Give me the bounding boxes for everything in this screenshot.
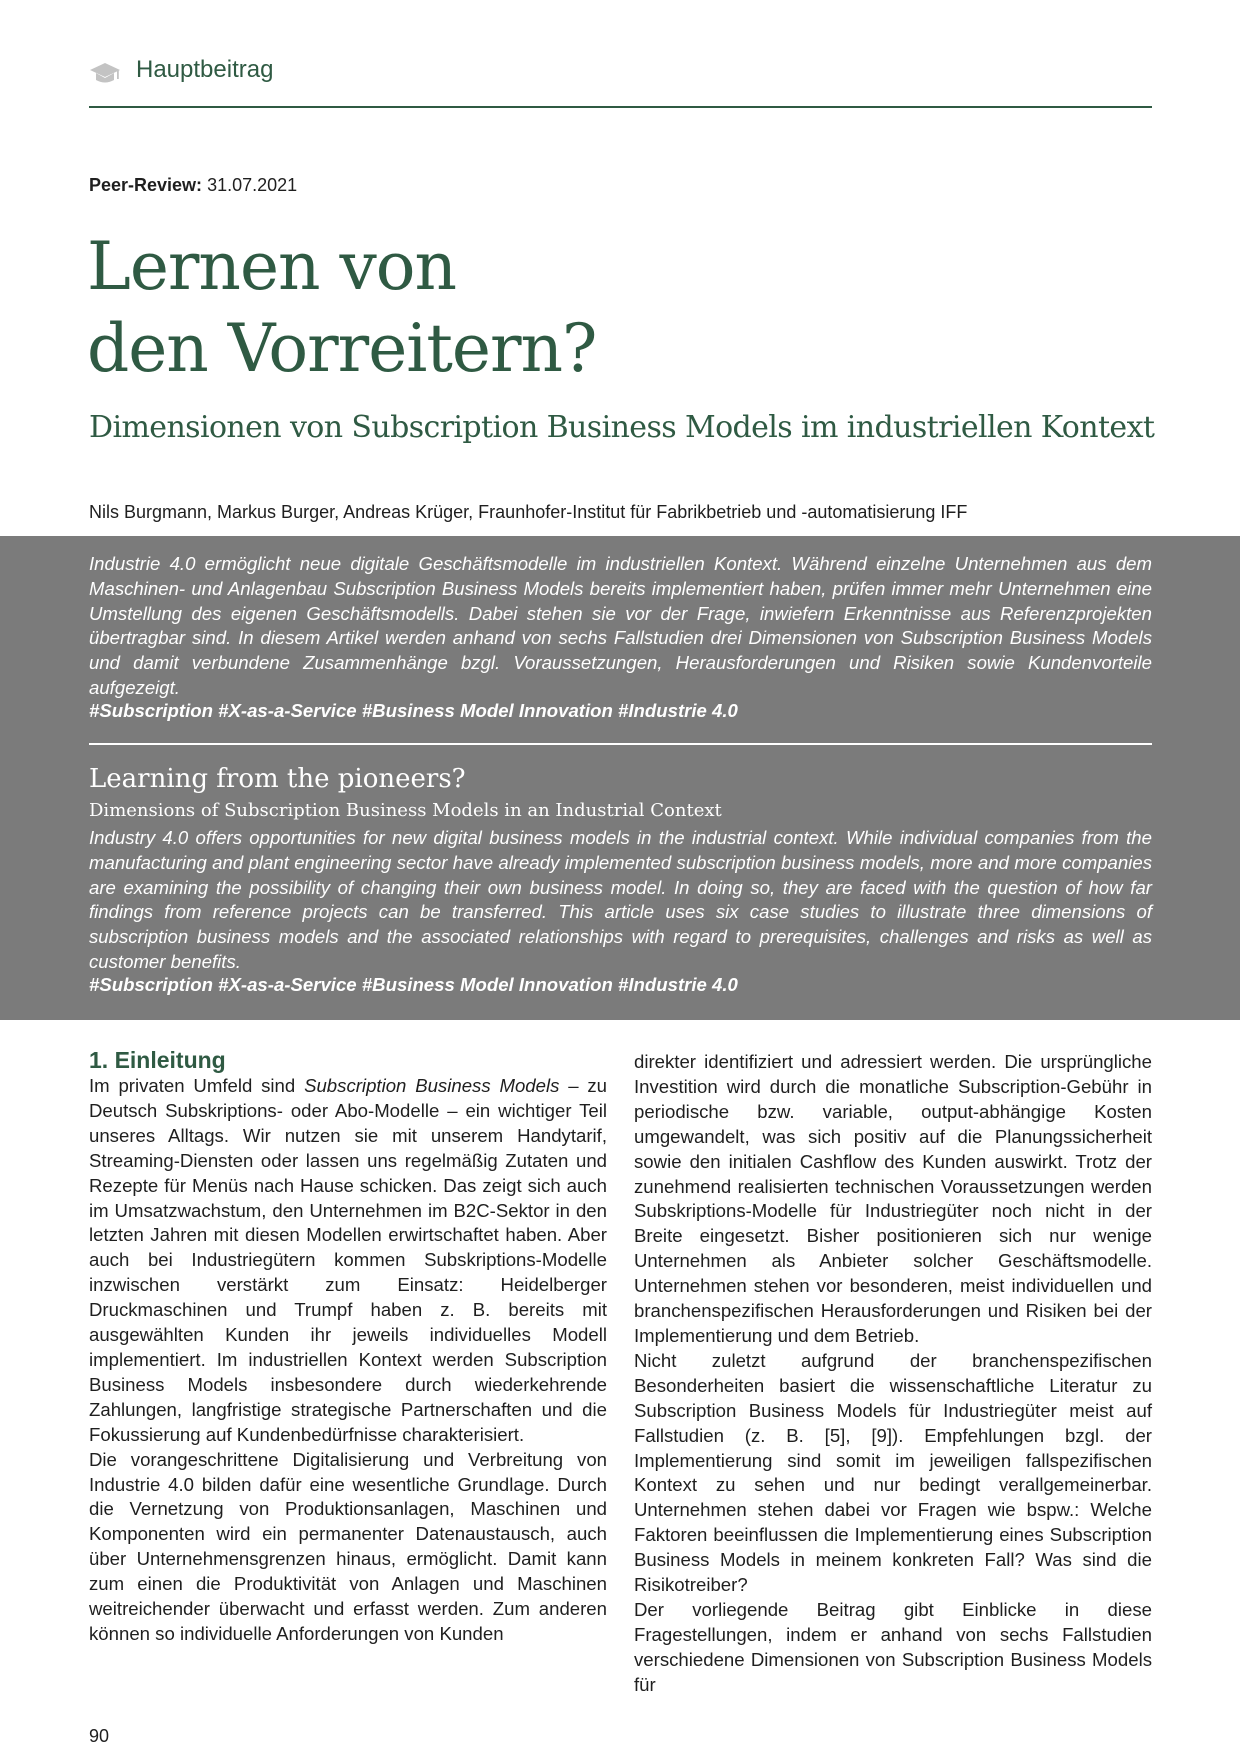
peer-review-date: 31.07.2021 <box>207 175 298 195</box>
title-line-1: Lernen von <box>87 228 457 305</box>
author-line: Nils Burgmann, Markus Burger, Andreas Krüger, Fraunhofer-Institut für Fabrikbetrieb und -automatisierung IFF <box>89 502 968 522</box>
abstract-divider <box>89 743 1152 745</box>
body-column-right <box>634 1050 1152 1698</box>
section-heading: 1. Einleitung <box>89 1047 226 1073</box>
english-subtitle: Dimensions of Subscription Business Models in an Industrial Context <box>89 800 722 821</box>
article-subtitle: Dimensionen von Subscription Business Models im industriellen Kontext <box>89 410 1155 445</box>
abstract-german: Industrie 4.0 ermöglicht neue digitale Geschäftsmodelle im industriellen Kontext. Während einzelne Unternehmen aus dem Maschinen- und Anlagenbau Subscription Business Models bereits implementiert haben, prüfen immer mehr Unternehmen eine Umstellung des eigenen Geschäftsmodells. Dabei stehen sie vor der Frage, inwiefern Erkenntnisse aus Referenzprojekten übertragbar sind. In diesem Artikel werden anhand von sechs Fallstudien drei Dimensionen von Subscription Business Models und damit verbundene Zusammenhänge bzgl. Voraussetzungen, Herausforderungen und Risiken sowie Kundenvorteile aufgezeigt. <box>89 553 1152 698</box>
paragraph-1 <box>89 1074 607 1448</box>
paragraph-3: direkter identifiziert und adressiert werden. Die ursprüngliche Investition wird durch die monatliche Subscription-Gebühr in periodische bzw. variable, output-abhängige Kosten umgewandelt, was sich positiv auf die Planungssicherheit sowie den initialen Cashflow des Kunden auswirkt. Trotz der zunehmend realisierten technischen Voraussetzungen werden Subskriptions-Modelle für Industriegüter noch nicht in der Breite eingesetzt. Bisher positionieren sich nur wenige Unternehmen als Anbieter solcher Geschäftsmodelle. Unternehmen stehen vor besonderen, meist individuellen und branchenspezifischen Herausforderungen und Risiken bei der Implementierung und dem Betrieb. <box>634 1051 1152 1346</box>
graduation-cap-icon <box>89 60 121 86</box>
abstract-english: Industry 4.0 offers opportunities for new digital business models in the industrial context. While individual companies from the manufacturing and plant engineering sector have already implemented subscription business models, more and more companies are examining the possibility of changing their own business model. In doing so, they are faced with the question of how far findings from reference projects can be transferred. This article uses six case studies to illustrate three dimensions of subscription business models and the associated relationships with regard to prerequisites, challenges and risks as well as customer benefits. <box>89 827 1152 972</box>
paragraph-1-intro: Im privaten Umfeld sind <box>89 1075 305 1096</box>
peer-review-line <box>89 175 297 196</box>
paragraph-1-text: – zu Deutsch Subskriptions- oder Abo-Modelle – ein wichtiger Teil unseres Alltags. Wir nutzen sie mit unserem Handytarif, Streaming-Diensten oder lassen uns regelmäßig Zutaten und Rezepte für Menüs nach Hause schicken. Das zeigt sich auch im Umsatzwachstum, den Unternehmen im B2C-Sektor in den letzten Jahren mit diesen Modellen erwirtschaftet haben. Aber auch bei Industriegütern kommen Subskriptions-Modelle inzwischen verstärkt zum Einsatz: Heidelberger Druckmaschinen und Trumpf haben z. B. bereits mit ausgewählten Kunden ihr jeweils individuelles Modell implementiert. Im industriellen Kontext werden Subscription Business Models insbesondere durch wiederkehrende Zahlungen, langfristige strategische Partnerschaften und die Fokussierung auf Kundenbedürfnisse charakterisiert. <box>89 1075 607 1445</box>
keywords-english: #Subscription #X-as-a-Service #Business Model Innovation #Industrie 4.0 <box>89 974 738 995</box>
article-title <box>87 226 596 390</box>
running-header <box>89 56 1152 108</box>
keywords-german: #Subscription #X-as-a-Service #Business Model Innovation #Industrie 4.0 <box>89 700 738 721</box>
paragraph-5: Der vorliegende Beitrag gibt Einblicke in diese Fragestellungen, indem er anhand von sechs Fallstudien verschiedene Dimensionen von Subscription Business Models für <box>634 1598 1152 1695</box>
abstract-box <box>0 536 1240 1020</box>
page-number: 90 <box>89 1726 110 1746</box>
paragraph-2: Die vorangeschrittene Digitalisierung und Verbreitung von Industrie 4.0 bilden dafür eine wesentliche Grundlage. Durch die Vernetzung von Produktionsanlagen, Maschinen und Komponenten wird ein permanenter Datenaustausch, auch über Unternehmensgrenzen hinaus, ermöglicht. Damit kann zum einen die Produktivität von Anlagen und Maschinen weitreichender überwacht und erfasst werden. Zum anderen können so individuelle Anforderungen von Kunden <box>89 1448 607 1644</box>
peer-review-label: Peer-Review: <box>89 175 203 195</box>
body-column-left <box>89 1046 607 1647</box>
section-label: Hauptbeitrag <box>136 56 274 83</box>
title-line-2: den Vorreitern? <box>87 310 597 387</box>
paragraph-1-emphasis: Subscription Business Models <box>304 1075 560 1096</box>
english-title: Learning from the pioneers? <box>89 764 466 794</box>
paragraph-4: Nicht zuletzt aufgrund der branchenspezifischen Besonderheiten basiert die wissenschaftliche Literatur zu Subscription Business Models für Industriegüter meist auf Fallstudien (z. B. [5], [9]). Empfehlungen bzgl. der Implementierung sind somit im jeweiligen fallspezifischen Kontext zu sehen und nur bedingt verallgemeinerbar. Unternehmen stehen dabei vor Fragen wie bspw.: Welche Faktoren beeinflussen die Implementierung eines Subscription Business Models in meinem konkreten Fall? Was sind die Risikotreiber? <box>634 1349 1152 1596</box>
